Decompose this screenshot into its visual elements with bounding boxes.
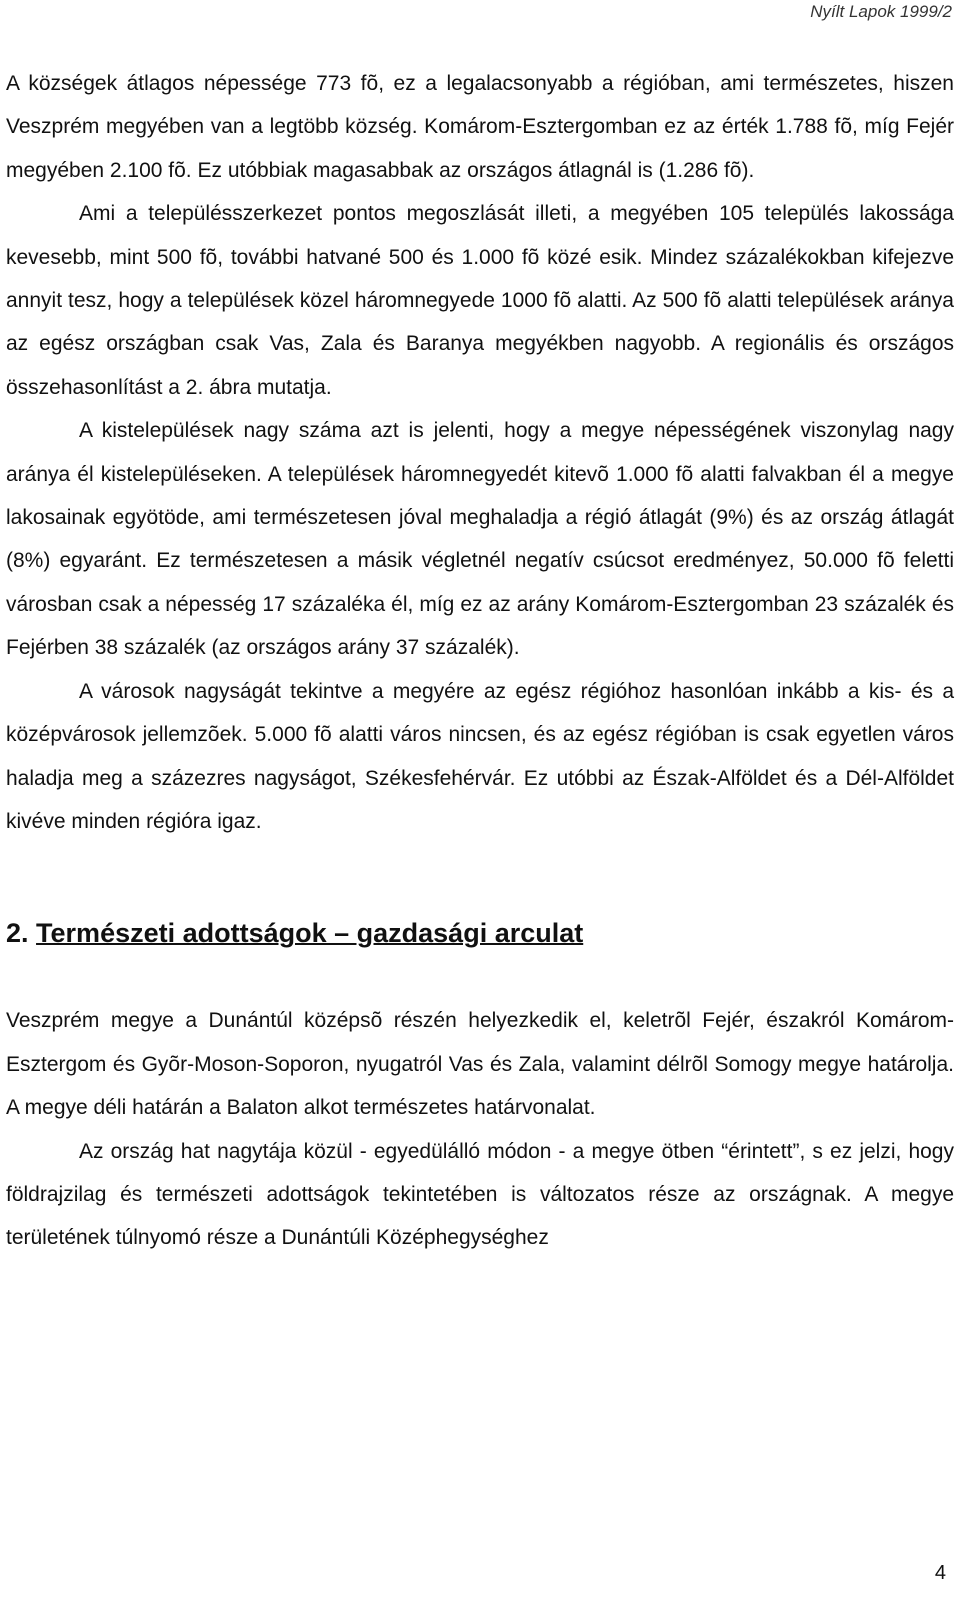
section-title: Természeti adottságok – gazdasági arculat — [36, 918, 584, 949]
paragraph-settlement-structure: Ami a településszerkezet pontos megoszlását illeti, a megyében 105 település lakossága kevesebb, mint 500 fõ, további hatvané 500 és 1.000 fõ közé esik. Mindez százalékokban kifejezve annyit tesz, hogy a települések közel háromnegyede 1000 fõ alatti. Az 500 fõ alatti települések aránya az egész országban csak Vas, Zala és Baranya megyékben nagyobb. A regionális és országos összehasonlítást a 2. ábra mutatja. — [6, 202, 954, 399]
document-body — [6, 62, 954, 1260]
paragraph-average-population: A községek átlagos népessége 773 fõ, ez a legalacsonyabb a régióban, ami természetes, hiszen Veszprém megyében van a legtöbb község. Komárom-Esztergomban ez az érték 1.788 fõ, míg Fejér megyében 2.100 fõ. Ez utóbbiak magasabbak az országos átlagnál is (1.286 fõ). — [6, 72, 954, 182]
section-heading — [6, 913, 954, 953]
paragraph-geography: Veszprém megye a Dunántúl középsõ részén helyezkedik el, keletrõl Fejér, északról Komárom-Esztergom és Gyõr-Moson-Soporon, nyugatról Vas és Zala, valamint délrõl Somogy megye határolja. A megye déli határán a Balaton alkot természetes határvonalat. — [6, 1009, 954, 1120]
paragraph-town-sizes: A városok nagyságát tekintve a megyére az egész régióhoz hasonlóan inkább a kis- és a középvárosok jellemzõek. 5.000 fõ alatti város nincsen, és az egész régióban is csak egyetlen város haladja meg a százezres nagyságot, Székesfehérvár. Ez utóbbi az Észak-Alföldet és a Dél-Alföldet kivéve minden régióra igaz. — [6, 679, 954, 833]
paragraph-small-settlements: A kistelepülések nagy száma azt is jelenti, hogy a megye népességének viszonylag nagy aránya él kistelepüléseken. A települések háromnegyedét kitevõ 1.000 fõ alatti falvakban él a megye lakosainak egyötöde, ami természetesen jóval meghaladja a régió átlagát (9%) és az ország átlagát (8%) egyaránt. Ez természetesen a másik végletnél negatív csúcsot eredményez, 50.000 fõ feletti városban csak a népesség 17 százaléka él, míg ez az arány Komárom-Esztergomban 23 százalék és Fejérben 38 százalék (az országos arány 37 százalék). — [6, 419, 954, 660]
paragraph-landscapes: Az ország hat nagytája közül - egyedülálló módon - a megye ötben “érintett”, s ez jelzi, hogy földrajzilag és természeti adottságok tekintetében is változatos része az országnak. A megye területének túlnyomó része a Dunántúli Középhegységhez — [6, 1139, 954, 1250]
page-number: 4 — [934, 1562, 946, 1584]
section-number: 2. — [6, 918, 29, 949]
journal-header: Nyílt Lapok 1999/2 — [810, 2, 952, 21]
